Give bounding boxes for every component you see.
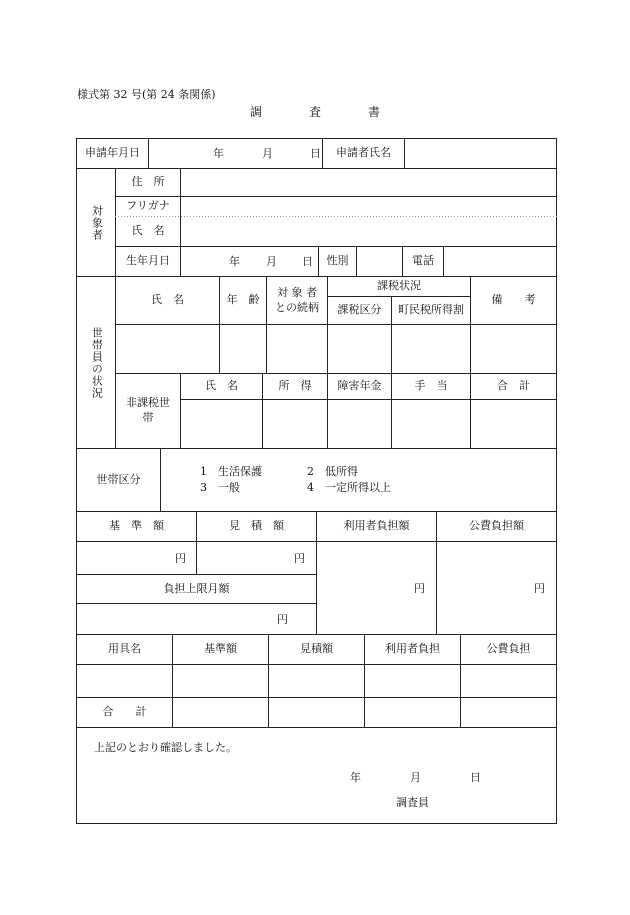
household-class-label: 世帯区分 [96,472,141,486]
age-header: 年 齢 [226,293,260,307]
household-class-option[interactable]: 4 一定所得以上 [307,481,391,494]
birth-month-label: 月 [266,255,277,268]
title-char: 査 [308,105,321,119]
subject-name-field[interactable] [181,217,556,246]
standard-amount-header: 基 準 額 [109,519,164,533]
public-burden-header: 公費負担額 [469,519,524,533]
equipment-user-burden-header: 利用者負担 [385,642,440,656]
subject-name-label: 氏 名 [131,224,165,238]
form-number: 様式第 32 号(第 24 条関係) [77,88,216,101]
confirmation-day-label: 日 [470,771,481,784]
tax-class-header: 課税区分 [337,303,382,317]
investigator-label: 調査員 [396,796,429,809]
household-class-option[interactable]: 1 生活保護 [200,465,262,478]
non-taxable-label: 非課税世帯 [126,396,170,424]
gender-field[interactable] [357,247,402,276]
total-header: 合 計 [497,379,530,393]
confirmation-year-label: 年 [350,771,361,784]
relation-header-line2: との続柄 [275,300,319,314]
estimate-amount-yen: 円 [294,552,305,565]
application-year-label: 年 [213,147,224,160]
equipment-estimate-header: 見積額 [300,642,333,656]
user-burden-yen: 円 [414,582,425,595]
title-char: 調 [250,105,263,119]
non-taxable-name-header: 氏 名 [205,379,238,393]
household-class-option[interactable]: 2 低所得 [307,465,358,478]
town-tax-header: 町民税所得割 [398,303,464,317]
birth-date-label: 生年月日 [126,254,170,268]
disability-pension-header: 障害年金 [337,379,382,393]
relation-header [267,277,327,324]
address-field[interactable] [181,169,556,196]
monthly-cap-label: 負担上限月額 [163,581,230,595]
tax-status-header: 課税状況 [377,279,421,293]
confirmation-statement: 上記のとおり確認しました。 [94,741,237,754]
gender-label: 性別 [326,254,349,268]
application-date-label: 申請年月日 [85,146,140,160]
household-name-header: 氏 名 [151,293,184,307]
applicant-name-field[interactable] [405,139,556,168]
application-day-label: 日 [310,147,321,160]
confirmation-month-label: 月 [410,771,421,784]
address-label: 住 所 [131,175,165,189]
standard-amount-yen: 円 [175,552,186,565]
subject-section-label: 対象者 [90,204,104,241]
equipment-standard-header: 基準額 [204,642,237,656]
applicant-name-label: 申請者氏名 [336,146,391,160]
relation-header-line1: 対 象 者 [277,285,317,299]
estimate-amount-header: 見 積 額 [229,519,284,533]
monthly-cap-yen: 円 [277,613,288,626]
furigana-label: フリガナ [126,199,170,213]
remarks-header: 備 考 [491,293,536,307]
public-burden-yen: 円 [534,582,545,595]
title-char: 書 [367,105,380,119]
phone-field[interactable] [444,247,556,276]
equipment-name-header: 用具名 [108,642,141,656]
user-burden-header: 利用者負担額 [343,519,410,533]
birth-year-label: 年 [229,255,240,268]
furigana-field[interactable] [181,197,556,216]
application-month-label: 月 [262,147,273,160]
household-class-option[interactable]: 3 一般 [200,481,240,494]
household-section-label: 世帯員の状況 [90,326,104,399]
birth-day-label: 日 [302,255,313,268]
phone-label: 電話 [412,254,434,268]
equipment-public-burden-header: 公費負担 [486,642,531,656]
equipment-total-label: 合 計 [102,705,147,719]
income-header: 所 得 [278,379,312,393]
document-title [250,103,380,120]
allowance-header: 手 当 [414,379,448,393]
